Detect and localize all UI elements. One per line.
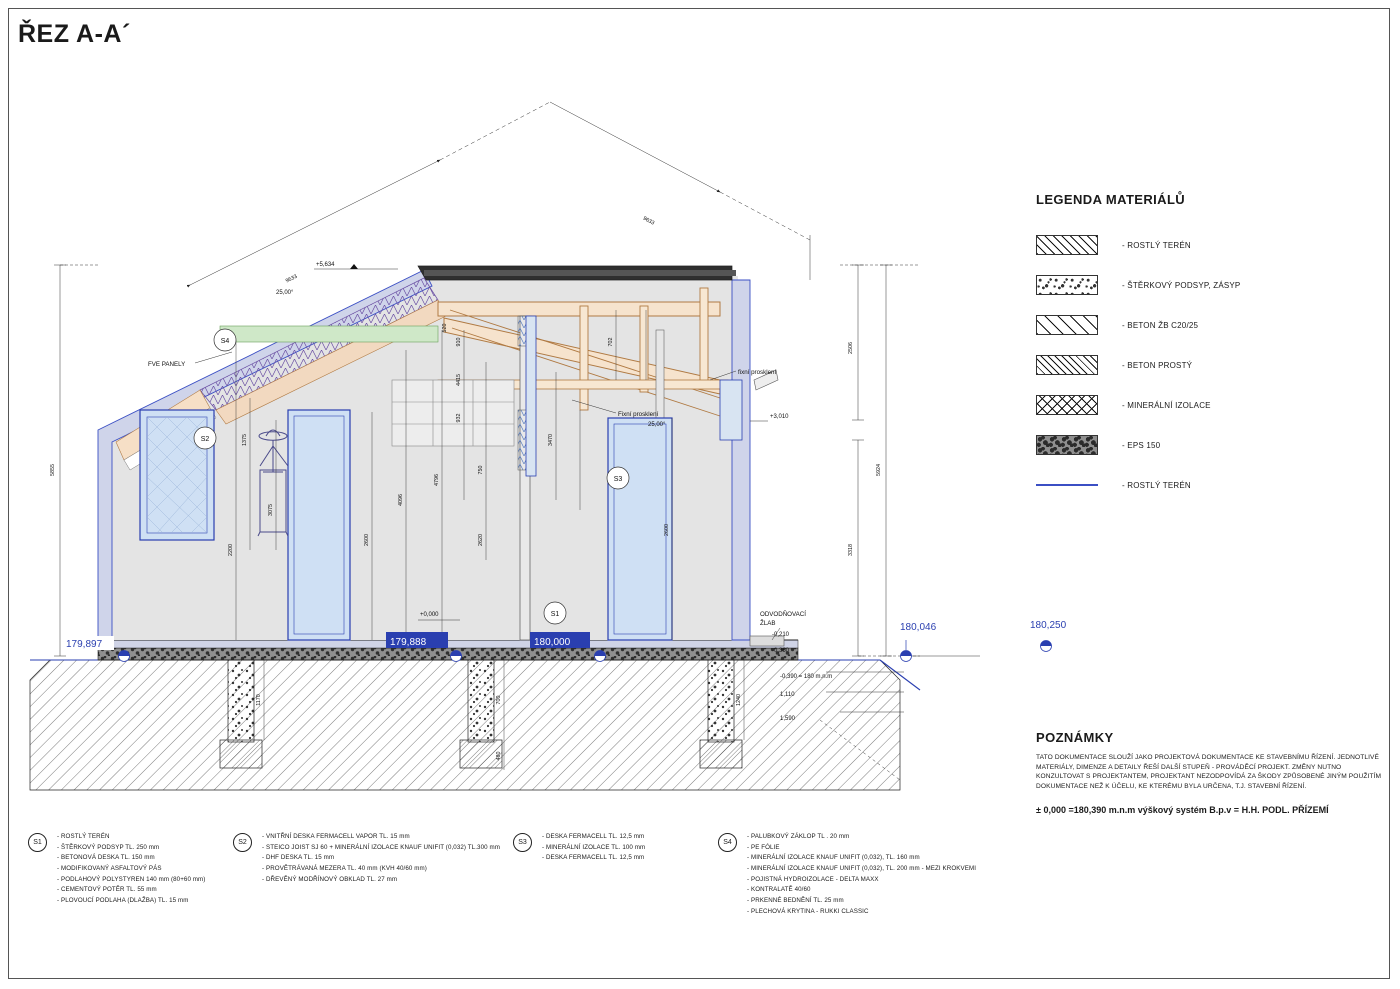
composition-lines-s1 [57, 832, 205, 907]
svg-text:5855: 5855 [50, 464, 56, 476]
composition-line: - VNITŘNÍ DESKA FERMACELL VAPOR TL. 15 mm [262, 833, 410, 840]
svg-text:-0,360: -0,360 [772, 648, 790, 654]
svg-text:ŽLAB: ŽLAB [760, 620, 776, 627]
legend-item-rostly-teren [1036, 225, 1376, 265]
terrain-mark-180250: 180,250 [1030, 620, 1067, 631]
svg-text:932: 932 [456, 413, 462, 423]
svg-text:4796: 4796 [434, 474, 440, 486]
svg-text:Fixní prosklení: Fixní prosklení [618, 411, 659, 418]
composition-lines-s4 [747, 832, 976, 917]
swatch-terrain-line-icon [1036, 475, 1098, 495]
terrain-mark-180250-symbol [1036, 636, 1056, 656]
composition-line: - PRKENNÉ BEDNĚNÍ TL. 25 mm [747, 896, 844, 904]
composition-line: - DESKA FERMACELL TL. 12,5 mm [542, 854, 645, 862]
legend-label: - MINERÁLNÍ IZOLACE [1122, 400, 1211, 410]
composition-tag-s1: S1 [28, 833, 47, 852]
composition-line: - ROSTLÝ TERÉN [57, 833, 110, 840]
composition-line: - STEICO JOIST SJ 60 + MINERÁLNÍ IZOLACE KNAUF UNIFIT (0,032) TL.300 mm [262, 843, 500, 851]
legend-label: - EPS 150 [1122, 440, 1161, 450]
svg-text:1170: 1170 [256, 694, 262, 706]
svg-text:1,110: 1,110 [780, 692, 795, 698]
materials-legend [1036, 192, 1376, 505]
datum-note: ± 0,000 =180,390 m.n.m výškový systém B.p.v = H.H. PODL. PŘÍZEMÍ [1036, 805, 1329, 816]
composition-line: - PLECHOVÁ KRYTINA - RUKKI CLASSIC [747, 907, 869, 915]
svg-text:2600: 2600 [664, 524, 670, 536]
svg-text:4096: 4096 [398, 494, 404, 506]
notes-block [1036, 730, 1386, 815]
swatch-rostly-teren-icon [1036, 235, 1098, 255]
composition-line: - PODLAHOVÝ POLYSTYREN 140 mm (80+60 mm) [57, 875, 206, 883]
legend-item-beton-prosty [1036, 345, 1376, 385]
composition-line: - DHF DESKA TL. 15 mm [262, 854, 335, 862]
svg-text:910: 910 [456, 337, 462, 347]
legend-item-sterkovy-podsyp [1036, 265, 1376, 305]
svg-text:-0,390 = 180 m.n.m: -0,390 = 180 m.n.m [780, 674, 833, 680]
svg-text:S3: S3 [613, 476, 623, 483]
composition-blocks [28, 832, 1028, 917]
svg-text:180,046: 180,046 [900, 622, 937, 633]
composition-line: - MINERÁLNÍ IZOLACE KNAUF UNIFIT (0,032), TL. 200 mm - MEZI KROKVEMI [747, 864, 977, 872]
swatch-mineralni-izolace-icon [1036, 395, 1098, 415]
svg-text:-0,210: -0,210 [772, 632, 790, 638]
composition-line: - CEMENTOVÝ POTĚR TL. 55 mm [57, 886, 157, 894]
svg-text:1240: 1240 [736, 694, 742, 706]
legend-item-mineralni-izolace [1036, 385, 1376, 425]
svg-text:25,00°: 25,00° [648, 422, 666, 428]
notes-heading: POZNÁMKY [1036, 730, 1114, 745]
svg-text:700: 700 [496, 695, 502, 705]
svg-text:750: 750 [478, 465, 484, 475]
svg-text:179,888: 179,888 [390, 637, 427, 648]
composition-line: - POJISTNÁ HYDROIZOLACE - DELTA MAXX [747, 875, 879, 883]
svg-text:S2: S2 [200, 436, 210, 443]
composition-tag-s4: S4 [718, 833, 737, 852]
legend-heading: LEGENDA MATERIÁLŮ [1036, 192, 1186, 207]
section-drawing [20, 80, 1000, 820]
svg-text:2506: 2506 [848, 342, 854, 354]
legend-item-beton-zb [1036, 305, 1376, 345]
svg-text:480: 480 [496, 751, 502, 761]
page-title: ŘEZ A-A´ [18, 20, 131, 48]
composition-s1 [28, 832, 233, 917]
legend-label: - ŠTĚRKOVÝ PODSYP, ZÁSYP [1122, 280, 1241, 290]
composition-line: - DŘEVĚNÝ MODŘÍNOVÝ OBKLAD TL. 27 mm [262, 875, 398, 883]
svg-text:2200: 2200 [228, 544, 234, 556]
legend-label: - BETON ŽB C20/25 [1122, 320, 1199, 330]
svg-text:9633: 9633 [284, 273, 299, 285]
composition-line: - MINERÁLNÍ IZOLACE TL. 100 mm [542, 843, 646, 851]
legend-item-eps-150 [1036, 425, 1376, 465]
composition-line: - DESKA FERMACELL TL. 12,5 mm [542, 833, 645, 840]
composition-line: - MODIFIKOVANÝ ASFALTOVÝ PÁS [57, 864, 162, 872]
svg-text:25,00°: 25,00° [276, 290, 294, 296]
svg-text:S1: S1 [550, 611, 560, 618]
composition-s4 [718, 832, 978, 917]
svg-text:2600: 2600 [364, 534, 370, 546]
svg-text:4415: 4415 [456, 374, 462, 386]
svg-text:+5,634: +5,634 [316, 262, 335, 268]
svg-text:702: 702 [608, 337, 614, 347]
notes-body: TATO DOKUMENTACE SLOUŽÍ JAKO PROJEKTOVÁ DOKUMENTACE KE STAVEBNÍMU ŘÍZENÍ. JEDNOTLIVÉ MATERIÁLY, DIMENZE A DETAILY ŘEŠÍ DALŠÍ STUPEŇ - PROVÁDĚCÍ PROJEKT. ZMĚNY NUTNO KONZULTOVAT S PROJEKTANTEM, PROJEKTANT NEZODPOVÍDÁ ZA ŠKODY ZPŮSOBENÉ JINÝM POUŽITÍM DOKUMENTACE NEŽ K ÚČELU, KE KTERÉMU BYLA URČENA, T.J. STAVEBNÍ ŘÍZENÍ. [1036, 754, 1382, 790]
svg-text:+3,010: +3,010 [770, 414, 789, 420]
svg-text:fixní prosklení: fixní prosklení [738, 369, 777, 376]
legend-item-rostly-teren-line [1036, 465, 1376, 505]
composition-line: - ŠTĚRKOVÝ PODSYP TL. 250 mm [57, 843, 160, 851]
svg-text:3075: 3075 [268, 504, 274, 516]
composition-line: - PROVĚTRÁVANÁ MEZERA TL. 40 mm (KVH 40/60 mm) [262, 864, 427, 872]
svg-text:1,590: 1,590 [780, 716, 796, 722]
swatch-beton-prosty-icon [1036, 355, 1098, 375]
legend-label: - ROSTLÝ TERÉN [1122, 480, 1191, 490]
composition-line: - BETONOVÁ DESKA TL. 150 mm [57, 854, 155, 862]
svg-text:2620: 2620 [478, 534, 484, 546]
svg-text:520: 520 [442, 323, 448, 333]
legend-label: - ROSTLÝ TERÉN [1122, 240, 1191, 250]
swatch-sterkovy-podsyp-icon [1036, 275, 1098, 295]
composition-line: - KONTRALATĚ 40/60 [747, 886, 811, 894]
composition-lines-s3 [542, 832, 645, 864]
gutter-detail [750, 370, 784, 646]
composition-s3 [513, 832, 718, 917]
svg-text:179,897: 179,897 [66, 639, 103, 650]
svg-text:+0,000: +0,000 [420, 612, 439, 618]
svg-text:FVE PANELY: FVE PANELY [148, 361, 186, 368]
svg-text:5924: 5924 [876, 464, 882, 476]
composition-line: - PLOVOUCÍ PODLAHA (DLAŽBA) TL. 15 mm [57, 896, 189, 904]
svg-text:9633: 9633 [641, 215, 656, 227]
swatch-beton-zb-icon [1036, 315, 1098, 335]
svg-text:1375: 1375 [242, 434, 248, 446]
composition-s2 [233, 832, 513, 917]
composition-tag-s2: S2 [233, 833, 252, 852]
composition-lines-s2 [262, 832, 500, 885]
composition-tag-s3: S3 [513, 833, 532, 852]
svg-text:S4: S4 [220, 338, 230, 345]
composition-line: - PALUBKOVÝ ZÁKLOP TL . 20 mm [747, 833, 850, 840]
composition-line: - MINERÁLNÍ IZOLACE KNAUF UNIFIT (0,032), TL. 160 mm [747, 854, 920, 862]
svg-text:ODVODŇOVACÍ: ODVODŇOVACÍ [760, 611, 806, 618]
composition-line: - PE FÓLIE [747, 843, 780, 851]
svg-text:180,000: 180,000 [534, 637, 571, 648]
svg-text:3318: 3318 [848, 544, 854, 556]
legend-label: - BETON PROSTÝ [1122, 360, 1193, 370]
swatch-eps-150-icon [1036, 435, 1098, 455]
svg-text:3470: 3470 [548, 434, 554, 446]
